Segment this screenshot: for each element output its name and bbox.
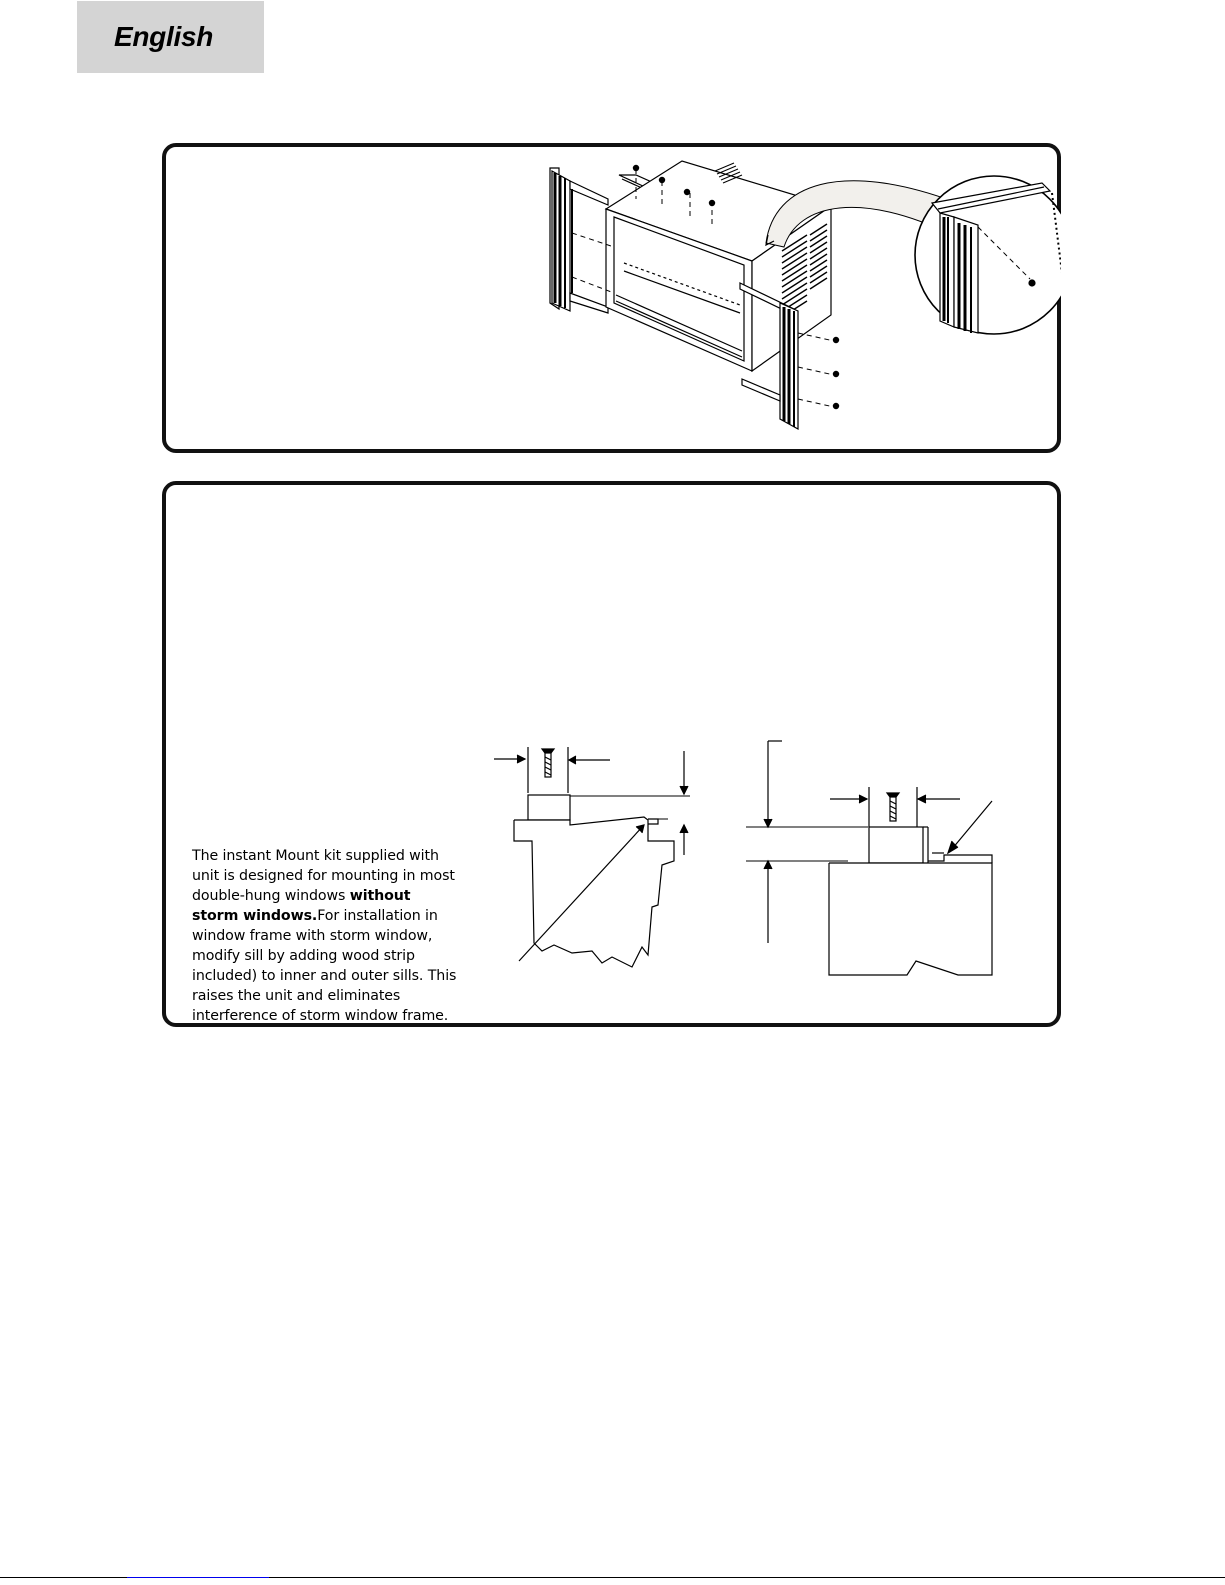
left-side-curtain [550,168,608,313]
emphasis-without-storm-windows: without storm windows. [192,888,411,924]
exploded-view-illustration [162,143,1061,453]
language-tab [77,1,264,73]
cross-section-right [746,741,992,975]
storm-window-note-text: The instant Mount kit supplied with unit is designed for mounting in most double-hung windows without storm windows.For installation in window frame with storm window, modify sill by adding wood strip included) to inner and outer sills. This raises the unit and eliminates interference of storm window frame. [192,848,457,1024]
storm-window-note [192,846,460,1026]
cross-section-left [494,747,690,967]
screw-left [542,749,554,777]
screw-right [887,793,899,821]
footer-link-underline[interactable] [127,1574,269,1578]
language-label: English [114,21,214,52]
detail-magnified-circle [915,176,1061,334]
installation-panel-storm-window [162,481,1061,1027]
installation-panel-exploded-view [162,143,1061,453]
